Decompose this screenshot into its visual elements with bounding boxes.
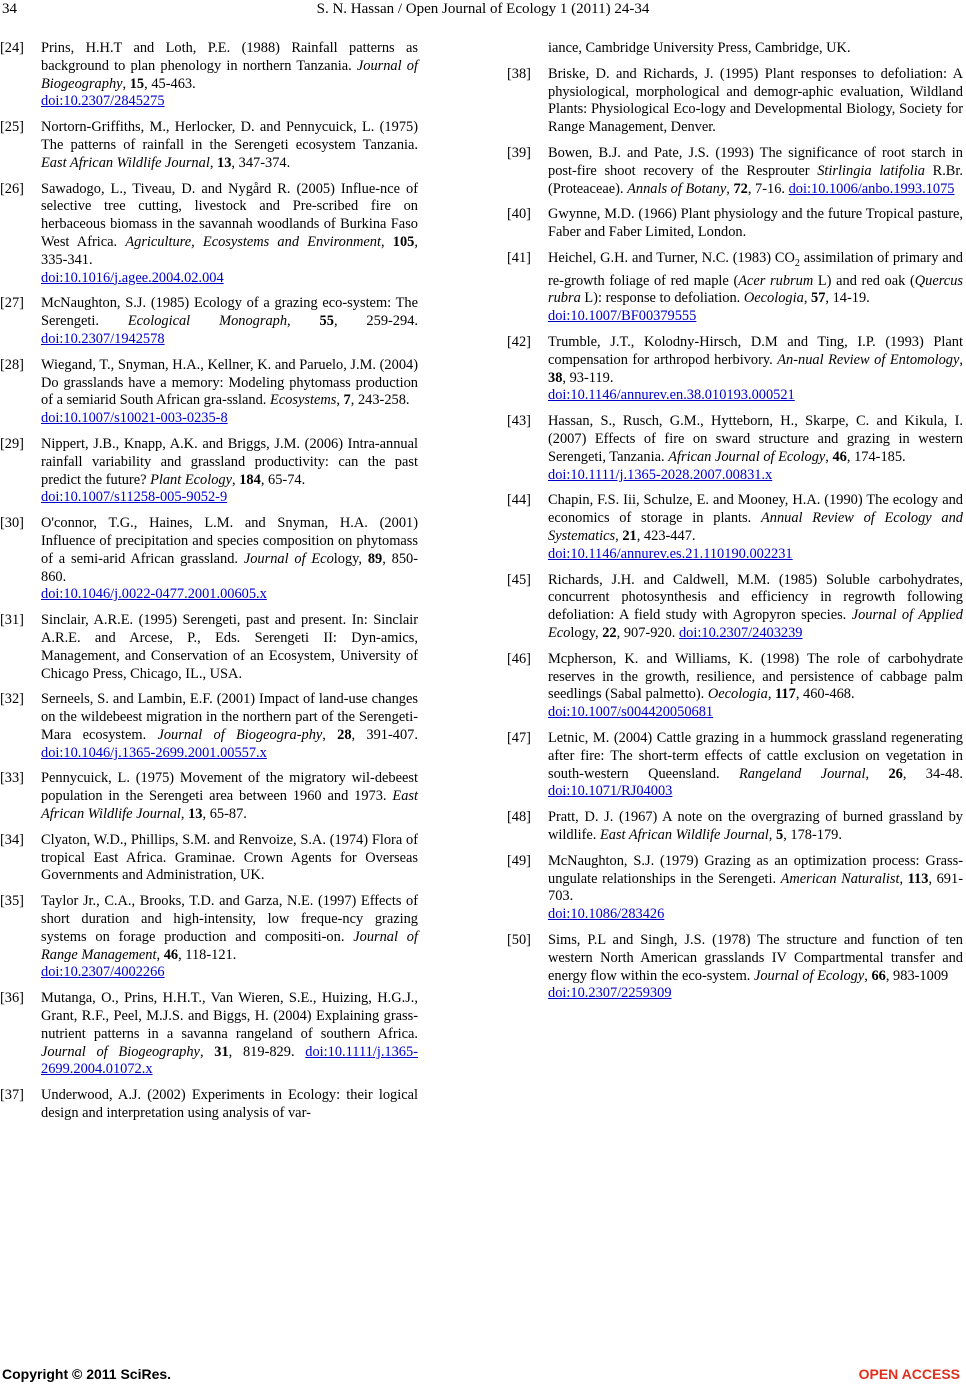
volume-number: 15 [129, 75, 145, 92]
reference-text: , 7-16. [747, 180, 789, 197]
reference-text: Mcpherson, K. and Williams, K. (1998) The role of carbohydrate reserves in the growth, resilience, and persistence of cabbage palm seedlings (Sabal palmetto). [548, 650, 963, 703]
reference-text: , [767, 686, 776, 703]
journal-name: Oecologia [707, 686, 768, 703]
reference-number: [37] [0, 1087, 24, 1104]
journal-name: Journal of Applied Eco [548, 607, 963, 641]
volume-number: 72 [733, 180, 748, 197]
reference-text: logy, [333, 550, 368, 567]
reference-text: O'connor, T.G., Haines, L.M. and Snyman, H.A. (2001) Influence of precipitation and species composition on phytomass of a semi-arid African grassland. [41, 515, 418, 567]
page-header [0, 0, 966, 30]
volume-number: 5 [776, 826, 784, 843]
volume-number: 46 [163, 946, 179, 963]
reference-text: , [959, 351, 963, 368]
reference-text: , [336, 392, 344, 409]
reference-entry [507, 334, 963, 405]
reference-entry [507, 932, 963, 1003]
reference-text: , 243-258. [350, 392, 410, 409]
doi-link[interactable]: doi:10.1016/j.agee.2004.02.004 [41, 269, 224, 286]
journal-name: African Journal of Ecology [668, 448, 826, 465]
volume-number: 46 [832, 448, 847, 465]
volume-number: 7 [343, 392, 351, 409]
journal-name: Annual Review of Ecology and Systematics [548, 510, 963, 544]
reference-text: , [899, 870, 908, 887]
journal-name: Plant Ecology [150, 471, 233, 488]
reference-text: , 65-74. [260, 471, 306, 488]
reference-text: , [825, 448, 833, 465]
reference-text: , 460-468. [795, 686, 855, 703]
volume-number: 31 [214, 1043, 229, 1060]
doi-link[interactable]: doi:10.1007/s10021-003-0235-8 [41, 410, 228, 427]
doi-link[interactable]: doi:10.1111/j.1365-2028.2007.00831.x [548, 466, 773, 483]
reference-text: , 819-829. [228, 1043, 306, 1060]
volume-number: 117 [775, 686, 796, 703]
reference-text: Mutanga, O., Prins, H.H.T., Van Wieren, S.E., Huizing, H.G.J., Grant, R.F., Peel, M.J.S. and Biggs, H. (2004) Explaining grass-nutrient patterns in a savanna rangeland of southern Africa. [41, 990, 418, 1042]
reference-text: , [381, 233, 393, 250]
journal-name: Annals of Botany [627, 180, 727, 197]
reference-text: , [180, 806, 189, 823]
reference-number: [49] [507, 852, 531, 869]
reference-entry [0, 181, 418, 288]
reference-text: Wiegand, T., Snyman, H.A., Kellner, K. and Paruelo, J.M. (2004) Do grasslands have a memory: Modeling phytomass production of a semiarid South African gra-ssland. [41, 356, 418, 409]
volume-number: 55 [319, 313, 334, 330]
reference-text: , 174-185. [846, 448, 906, 465]
reference-text: Sims, P.L and Singh, J.S. (1978) The structure and function of ten western North American grasslands IV Compartmental transfer and energy flow within the eco-system. [548, 931, 963, 984]
reference-text: R.Br. (Proteaceae). [548, 162, 963, 197]
reference-text: Taylor Jr., C.A., Brooks, T.D. and Garza, N.E. (1997) Effects of short duration and high-intensity, low freque-ncy grazing systems on forage production and compositi-on. [41, 893, 418, 945]
reference-text: , [122, 75, 130, 92]
reference-text: , 93-119. [562, 369, 614, 386]
reference-text: Pratt, D. J. (1967) A note on the overgrazing of burned grassland by wildlife. [548, 809, 963, 843]
reference-entry [0, 436, 418, 507]
reference-number: [30] [0, 515, 24, 532]
volume-number: 66 [871, 967, 886, 984]
reference-number: [34] [0, 831, 24, 848]
volume-number: 57 [811, 290, 826, 307]
reference-number: [48] [507, 809, 531, 826]
reference-number: [32] [0, 691, 24, 708]
reference-entry [0, 832, 418, 885]
reference-number: [50] [507, 931, 531, 948]
reference-text: Sawadogo, L., Tiveau, D. and Nygård R. (2005) Influe-nce of selective tree cutting, livestock and Pre-scribed fire on herbaceous biomass in the savannah woodlands of Burkina Faso West Africa. [41, 180, 418, 250]
reference-entry [507, 853, 963, 924]
reference-entry [0, 119, 418, 172]
reference-entry [0, 893, 418, 982]
reference-text: , 45-463. [144, 75, 196, 92]
reference-number: [43] [507, 413, 531, 430]
reference-number: [40] [507, 206, 531, 223]
reference-entry [0, 357, 418, 428]
doi-link[interactable]: doi:10.2307/4002266 [41, 964, 165, 981]
reference-number: [33] [0, 770, 24, 787]
reference-number: [42] [507, 334, 531, 351]
reference-entry [0, 770, 418, 823]
doi-link[interactable]: doi:10.2307/1942578 [41, 330, 165, 347]
reference-text: iance, Cambridge University Press, Cambridge, UK. [548, 40, 851, 56]
reference-text: Hassan, S., Rusch, G.M., Hytteborn, H., Skarpe, C. and Kikula, I. (2007) Effects of fire on sward structure and grazing in western Serengeti, Tanzania. [548, 413, 963, 465]
reference-entry [507, 145, 963, 198]
doi-link[interactable]: doi:10.2307/2403239 [678, 624, 803, 641]
reference-text: , [199, 1043, 215, 1060]
reference-text: Pennycuick, L. (1975) Movement of the migratory wil-debeest population in the Serengeti area between 1960 and 1973. [41, 770, 418, 805]
copyright-notice: Copyright © 2011 SciRes. [2, 1366, 172, 1382]
reference-text: , [209, 154, 218, 171]
reference-entry [507, 651, 963, 722]
reference-text: Prins, H.H.T and Loth, P.E. (1988) Rainfall patterns as background to plan phenology in northern Tanzania. [41, 40, 418, 74]
reference-entry [507, 250, 963, 326]
doi-link[interactable]: doi:10.1071/RJ04003 [548, 783, 673, 800]
doi-link[interactable]: doi:10.1146/annurev.en.38.010193.000521 [548, 387, 795, 404]
reference-number: [27] [0, 295, 24, 312]
reference-number: [26] [0, 180, 24, 197]
reference-number: [46] [507, 650, 531, 667]
reference-number: [31] [0, 612, 24, 629]
reference-text: , 907-920. [616, 624, 679, 641]
reference-text: McNaughton, S.J. (1979) Grazing as an optimization process: Grass-ungulate relationships in the Serengeti. [548, 852, 963, 887]
reference-text: , 34-48. [902, 765, 963, 782]
references-right-column [507, 40, 963, 1011]
reference-text: , [322, 726, 338, 743]
references-left-column [0, 40, 418, 1131]
journal-name: Agriculture, Ecosystems and Environment [125, 233, 381, 250]
running-head: S. N. Hassan / Open Journal of Ecology 1 (2011) 24-34 [316, 1, 650, 17]
journal-name: Stirlingia latifolia [817, 162, 925, 179]
open-access-label: OPEN ACCESS [858, 1366, 960, 1382]
doi-link[interactable]: doi:10.1007/s004420050681 [548, 704, 714, 721]
reference-text: , 335-341. [41, 233, 418, 268]
reference-text: , [726, 180, 734, 197]
reference-entry [507, 413, 963, 484]
reference-text: , 691-703. [548, 870, 963, 905]
reference-number: [44] [507, 492, 531, 509]
reference-text: , 347-374. [231, 154, 291, 171]
reference-entry [0, 691, 418, 762]
reference-text: , 178-179. [783, 826, 842, 843]
doi-link[interactable]: doi:10.1006/anbo.1993.1075 [788, 180, 955, 197]
reference-number: [36] [0, 990, 24, 1007]
reference-entry [0, 515, 418, 604]
reference-text: L) and red oak ( [813, 272, 915, 289]
reference-text: Sinclair, A.R.E. (1995) Serengeti, past and present. In: Sinclair A.R.E. and Arcese, P., Eds. Serengeti II: Dyn-amics, Management, and Conservation of an Ecosystem, University of Chicago Press, Chicago, IL., USA. [41, 612, 418, 682]
doi-link[interactable]: doi:10.1086/283426 [548, 906, 665, 923]
reference-text: Serneels, S. and Lambin, E.F. (2001) Impact of land-use changes on the wildebeest migration in the northern part of the Serengeti-Mara ecosystem. [41, 691, 418, 743]
journal-name: Journal of Biogeogra-phy [157, 726, 323, 743]
journal-name: An-nual Review of Entomology [777, 351, 960, 368]
journal-name: Oecologia [743, 290, 804, 307]
journal-name: Journal of Biogeography [41, 57, 418, 92]
subscript: 2 [794, 257, 800, 269]
doi-link[interactable]: doi:10.1007/s11258-005-9052-9 [41, 489, 228, 506]
reference-text: L): response to defoliation. [580, 290, 744, 307]
reference-text: , 14-19. [825, 290, 870, 307]
reference-text: Bowen, B.J. and Pate, J.S. (1993) The significance of root starch in post-fire shoot recovery of the Resprouter [548, 144, 963, 179]
reference-text: Nippert, J.B., Knapp, A.K. and Briggs, J.M. (2006) Intra-annual rainfall variability and grassland productivity: can the past predict the future? [41, 435, 418, 488]
volume-number: 38 [548, 369, 563, 386]
reference-number: [39] [507, 144, 531, 161]
journal-name: Journal of Range Management [41, 928, 419, 963]
doi-link[interactable]: doi:10.1146/annurev.es.21.110190.002231 [548, 545, 793, 562]
reference-entry [0, 295, 418, 348]
journal-name: Quercus rubra [548, 272, 963, 307]
reference-number: [25] [0, 119, 24, 136]
page-number: 34 [2, 1, 17, 17]
reference-entry [0, 612, 418, 683]
journal-name: East African Wildlife Journal [599, 826, 769, 843]
reference-number: [28] [0, 356, 24, 373]
journal-name: American Naturalist [780, 870, 900, 887]
reference-text: Chapin, F.S. Iii, Schulze, E. and Mooney, H.A. (1990) The ecology and economics of storage in plants. [548, 492, 963, 527]
volume-number: 105 [392, 233, 415, 250]
reference-text: , 983-1009 [885, 967, 949, 984]
reference-text: , 118-121. [178, 946, 237, 963]
reference-number: [24] [0, 40, 24, 56]
reference-text: , 65-87. [202, 806, 247, 823]
reference-text: Heichel, G.H. and Turner, N.C. (1983) CO [548, 249, 795, 266]
volume-number: 89 [367, 550, 383, 567]
volume-number: 113 [907, 870, 929, 887]
doi-link[interactable]: doi:10.1007/BF00379555 [548, 308, 697, 325]
reference-text: , 259-294. [333, 313, 418, 330]
reference-text: , [156, 946, 164, 963]
reference-text: Briske, D. and Richards, J. (1995) Plant responses to defoliation: A physiological, morphological and demogr-aphic evaluation, Wildland Plants: Physiological Eco-logy and Developmental Biology, Society for Range Management, Denver. [548, 65, 963, 136]
doi-link[interactable]: doi:10.2307/2259309 [548, 985, 672, 1002]
doi-link[interactable]: doi:10.1046/j.1365-2699.2001.00557.x [41, 744, 267, 761]
doi-link[interactable]: doi:10.2307/2845275 [41, 93, 165, 110]
journal-name: East African Wildlife Journal [41, 788, 418, 823]
reference-text: McNaughton, S.J. (1985) Ecology of a grazing eco-system: The Serengeti. [41, 295, 418, 330]
reference-entry [507, 572, 963, 643]
reference-entry [0, 40, 418, 111]
volume-number: 184 [239, 471, 261, 488]
reference-entry [0, 990, 418, 1079]
reference-entry [0, 1087, 418, 1123]
journal-name: Rangeland Journal [739, 765, 866, 782]
reference-text: Underwood, A.J. (2002) Experiments in Ecology: their logical design and interpretation using analysis of var- [41, 1087, 418, 1122]
reference-number: [45] [507, 571, 531, 588]
reference-text: , [287, 313, 320, 330]
reference-text: assimilation of primary and re-growth foliage of red maple ( [548, 249, 964, 289]
reference-text: Clyaton, W.D., Phillips, S.M. and Renvoize, S.A. (1974) Flora of tropical East Africa. Graminae. Crown Agents for Overseas Governments and Administration, UK. [41, 831, 418, 884]
reference-number: [29] [0, 435, 24, 452]
reference-entry [507, 206, 963, 242]
reference-entry [507, 40, 963, 58]
reference-text: , [865, 765, 889, 782]
reference-entry [507, 730, 963, 801]
volume-number: 22 [602, 624, 617, 641]
reference-entry [507, 492, 963, 563]
volume-number: 28 [337, 726, 352, 743]
reference-text: Richards, J.H. and Caldwell, M.M. (1985) Soluble carbohydrates, concurrent photosynthesis and efficiency in regrowth following defoliation: A field study with Agropyron species. [548, 571, 963, 624]
reference-text: logy, [570, 624, 603, 641]
reference-text: Letnic, M. (2004) Cattle grazing in a hummock grassland regenerating after fire: The short-term effects of cattle exclusion on vegetation in south-western Queensland. [548, 729, 963, 782]
reference-number: [35] [0, 893, 24, 910]
journal-name: Ecosystems [270, 392, 337, 409]
reference-number: [47] [507, 729, 531, 746]
reference-text: , [864, 967, 872, 984]
volume-number: 13 [217, 154, 232, 171]
reference-text: , [232, 471, 240, 488]
reference-entry [507, 66, 963, 137]
journal-name: Journal of Biogeography [41, 1043, 200, 1060]
reference-text: , 391-407. [351, 726, 418, 743]
journal-name: Journal of Ecology [753, 967, 865, 984]
reference-text: , [768, 826, 776, 843]
doi-link[interactable]: doi:10.1046/j.0022-0477.2001.00605.x [41, 586, 267, 603]
reference-number: [41] [507, 249, 531, 266]
reference-text: Gwynne, M.D. (1966) Plant physiology and the future Tropical pasture, Faber and Faber Limited, London. [548, 206, 963, 241]
journal-name: Ecological Monograph [127, 313, 288, 330]
reference-entry [507, 809, 963, 845]
reference-text: , 423-447. [636, 528, 696, 544]
journal-name: Journal of Eco [243, 550, 334, 567]
reference-text: , [615, 528, 623, 544]
reference-text: , [803, 290, 812, 307]
reference-text: , 850-860. [41, 550, 418, 585]
reference-number: [38] [507, 65, 531, 82]
volume-number: 26 [888, 765, 903, 782]
journal-name: East African Wildlife Journal [41, 154, 210, 171]
reference-text: Nortorn-Griffiths, M., Herlocker, D. and Pennycuick, L. (1975) The patterns of rainfall in the Serengeti ecosystem Tanzania. [41, 119, 418, 153]
volume-number: 13 [188, 806, 203, 823]
reference-text: Trumble, J.T., Kolodny-Hirsch, D.M and Ting, I.P. (1993) Plant compensation for arthropod herbivory. [548, 334, 963, 368]
doi-link[interactable]: doi:10.1111/j.1365-2699.2004.01072.x [41, 1043, 418, 1078]
journal-name: Acer rubrum [738, 272, 814, 289]
volume-number: 21 [622, 528, 637, 544]
